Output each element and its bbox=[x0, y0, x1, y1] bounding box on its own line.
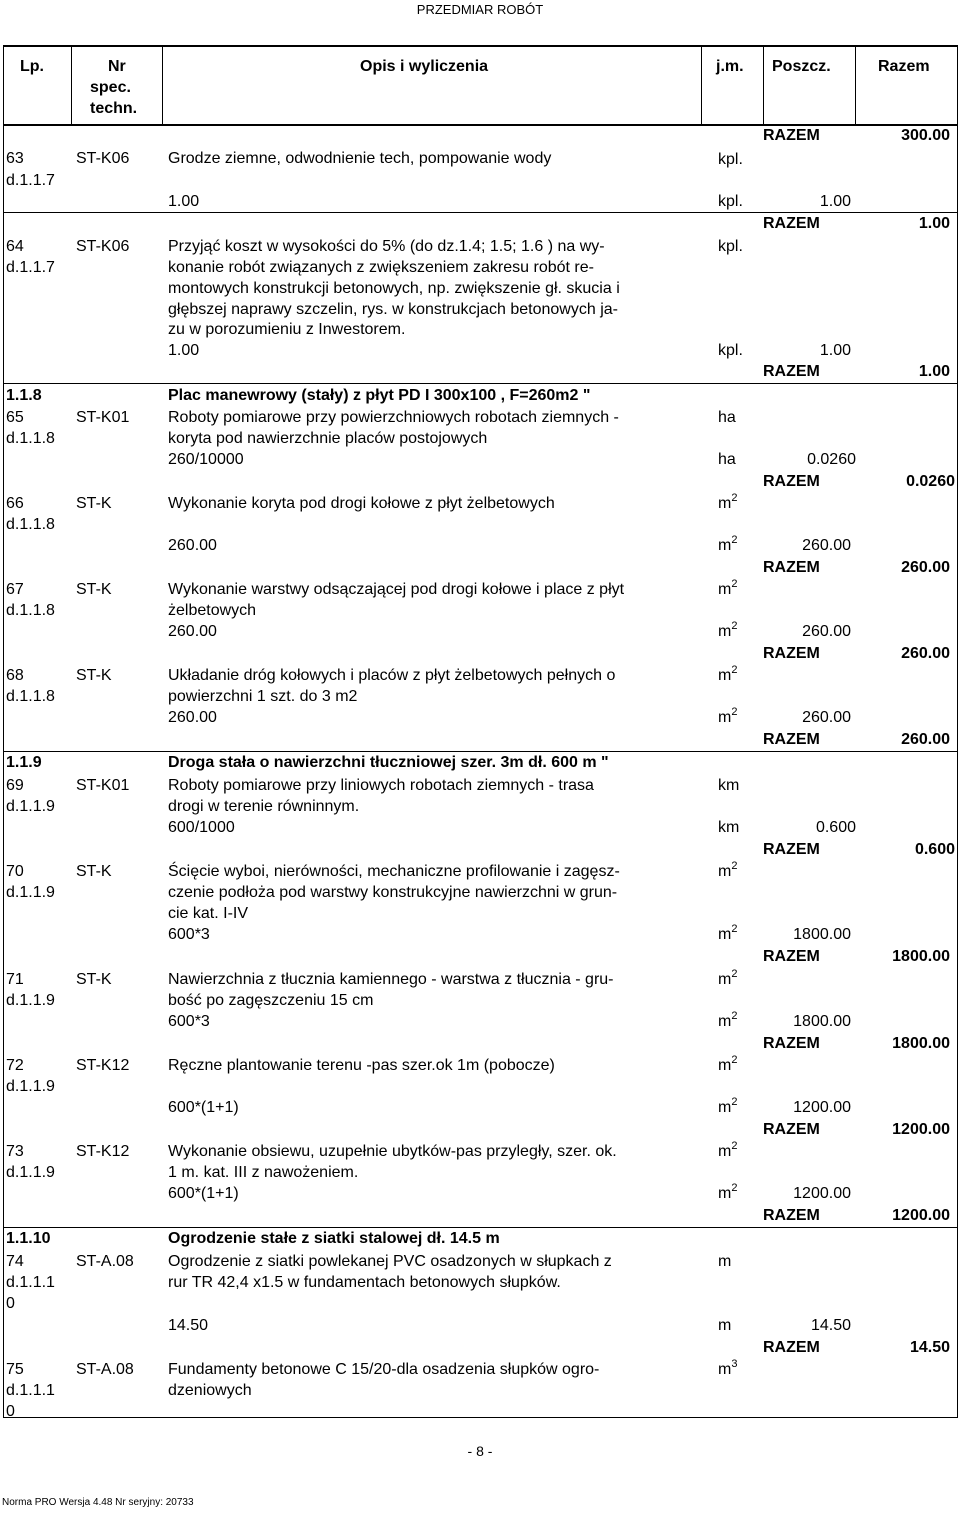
item-jm: km bbox=[718, 777, 740, 794]
item-calc-jm: kpl. bbox=[718, 193, 743, 210]
razem-value: 260.00 bbox=[901, 645, 950, 662]
item-desc: dzeniowych bbox=[168, 1382, 252, 1399]
row-separator bbox=[3, 212, 958, 213]
razem-label: RAZEM bbox=[763, 841, 820, 858]
razem-label: RAZEM bbox=[763, 948, 820, 965]
unit-text: m bbox=[718, 537, 732, 554]
item-jm: ha bbox=[718, 409, 736, 426]
razem-label: RAZEM bbox=[763, 363, 820, 380]
item-poszcz: 1800.00 bbox=[793, 1013, 851, 1030]
unit-text: m bbox=[718, 1361, 732, 1378]
item-desc: 1 m. kat. III z nawożeniem. bbox=[168, 1164, 359, 1181]
item-calc: 1.00 bbox=[168, 342, 200, 359]
item-jm bbox=[718, 1053, 738, 1076]
item-calc: 600/1000 bbox=[168, 819, 235, 836]
item-calc-jm: kpl. bbox=[718, 342, 743, 359]
item-calc-jm: m bbox=[718, 1317, 732, 1334]
item-sub: d.1.1.7 bbox=[6, 172, 55, 189]
item-desc: bość po zagęszczeniu 15 cm bbox=[168, 992, 374, 1009]
unit-text: m bbox=[718, 1185, 732, 1202]
item-sub: d.1.1.7 bbox=[6, 259, 55, 276]
item-sub: d.1.1.8 bbox=[6, 688, 55, 705]
item-lp: 65 bbox=[6, 409, 24, 426]
item-desc: montowych konstrukcji betonowych, np. zwiększenie gł. skucia i bbox=[168, 280, 620, 297]
item-jm bbox=[718, 577, 738, 600]
unit-exponent: 2 bbox=[731, 859, 738, 872]
item-jm: m bbox=[718, 1253, 732, 1270]
item-calc-jm bbox=[718, 922, 738, 945]
divider bbox=[701, 46, 702, 125]
item-lp: 74 bbox=[6, 1253, 24, 1270]
item-desc: powierzchni 1 szt. do 3 m2 bbox=[168, 688, 358, 705]
razem-label: RAZEM bbox=[763, 1339, 820, 1356]
item-poszcz: 1.00 bbox=[819, 193, 851, 210]
unit-text: m bbox=[718, 1013, 732, 1030]
unit-text: m bbox=[718, 971, 732, 988]
unit-text: m bbox=[718, 623, 732, 640]
section-number: 1.1.9 bbox=[6, 754, 42, 771]
unit-exponent: 2 bbox=[731, 1139, 738, 1152]
unit-exponent: 2 bbox=[731, 1009, 738, 1022]
unit-exponent: 2 bbox=[731, 533, 738, 546]
item-lp: 75 bbox=[6, 1361, 24, 1378]
unit-exponent: 2 bbox=[731, 619, 738, 632]
item-desc: koryta pod nawierzchnie placów postojowych bbox=[168, 430, 488, 447]
item-jm bbox=[718, 859, 738, 882]
unit-text: m bbox=[718, 667, 732, 684]
razem-label: RAZEM bbox=[763, 473, 820, 490]
razem-label: RAZEM bbox=[763, 645, 820, 662]
col-nr-techn: techn. bbox=[90, 100, 138, 117]
item-jm: kpl. bbox=[718, 151, 743, 168]
item-desc: głębszej naprawy szczelin, rys. w konstrukcjach betonowych ja- bbox=[168, 301, 618, 318]
item-desc: Fundamenty betonowe C 15/20-dla osadzenia słupków ogro- bbox=[168, 1361, 600, 1378]
item-calc: 260.00 bbox=[168, 709, 217, 726]
unit-exponent: 2 bbox=[731, 663, 738, 676]
item-sub: 0 bbox=[6, 1295, 15, 1312]
section-title: Droga stała o nawierzchni tłuczniowej szer. 3m dł. 600 m " bbox=[168, 754, 609, 771]
section-title: Ogrodzenie stałe z siatki stalowej dł. 14.5 m bbox=[168, 1230, 500, 1247]
item-spec: ST-A.08 bbox=[76, 1361, 134, 1378]
item-sub: d.1.1.8 bbox=[6, 430, 55, 447]
item-spec: ST-K12 bbox=[76, 1057, 130, 1074]
item-lp: 69 bbox=[6, 777, 24, 794]
item-lp: 73 bbox=[6, 1143, 24, 1160]
item-lp: 68 bbox=[6, 667, 24, 684]
item-poszcz: 1200.00 bbox=[793, 1099, 851, 1116]
col-opis: Opis i wyliczenia bbox=[360, 58, 489, 75]
razem-label: RAZEM bbox=[763, 1121, 820, 1138]
item-poszcz: 1200.00 bbox=[793, 1185, 851, 1202]
item-lp: 71 bbox=[6, 971, 24, 988]
unit-exponent: 2 bbox=[731, 922, 738, 935]
item-desc: drogi w terenie równinnym. bbox=[168, 798, 360, 815]
item-spec: ST-K bbox=[76, 971, 112, 988]
item-spec: ST-K06 bbox=[76, 150, 130, 167]
item-spec: ST-K bbox=[76, 863, 112, 880]
item-desc: Ogrodzenie z siatki powlekanej PVC osadzonych w słupkach z bbox=[168, 1253, 612, 1270]
item-poszcz: 14.50 bbox=[810, 1317, 851, 1334]
razem-value: 260.00 bbox=[901, 731, 950, 748]
item-jm bbox=[718, 967, 738, 990]
item-desc: Wykonanie koryta pod drogi kołowe z płyt żelbetowych bbox=[168, 495, 555, 512]
item-poszcz: 1800.00 bbox=[793, 926, 851, 943]
item-spec: ST-K12 bbox=[76, 1143, 130, 1160]
col-nr: Nr bbox=[108, 58, 126, 75]
unit-exponent: 2 bbox=[731, 967, 738, 980]
item-desc: rur TR 42,4 x1.5 w fundamentach betonowych słupków. bbox=[168, 1274, 561, 1291]
unit-exponent: 2 bbox=[731, 491, 738, 504]
item-spec: ST-K06 bbox=[76, 238, 130, 255]
item-sub: d.1.1.1 bbox=[6, 1382, 55, 1399]
item-desc: konanie robót związanych z zwiększeniem zakresu robót re- bbox=[168, 259, 594, 276]
unit-exponent: 2 bbox=[731, 705, 738, 718]
item-jm bbox=[718, 1357, 738, 1380]
item-jm: kpl. bbox=[718, 238, 743, 255]
unit-text: m bbox=[718, 709, 732, 726]
item-poszcz: 260.00 bbox=[802, 709, 851, 726]
razem-value: 1.00 bbox=[918, 215, 950, 232]
razem-value: 260.00 bbox=[901, 559, 950, 576]
item-calc: 1.00 bbox=[168, 193, 200, 210]
item-sub: d.1.1.8 bbox=[6, 602, 55, 619]
item-desc: Ręczne plantowanie terenu -pas szer.ok 1m (pobocze) bbox=[168, 1057, 555, 1074]
razem-value: 1800.00 bbox=[892, 1035, 950, 1052]
page-title: PRZEDMIAR ROBÓT bbox=[416, 2, 544, 17]
item-sub: d.1.1.1 bbox=[6, 1274, 55, 1291]
razem-label: RAZEM bbox=[763, 559, 820, 576]
item-calc-jm: km bbox=[718, 819, 740, 836]
item-desc: Ścięcie wyboi, nierówności, mechaniczne profilowanie i zagęsz- bbox=[168, 863, 620, 880]
item-sub: d.1.1.9 bbox=[6, 992, 55, 1009]
item-spec: ST-K bbox=[76, 667, 112, 684]
razem-label: RAZEM bbox=[763, 731, 820, 748]
section-number: 1.1.8 bbox=[6, 387, 42, 404]
item-calc-jm bbox=[718, 1009, 738, 1032]
item-calc-jm bbox=[718, 619, 738, 642]
item-lp: 66 bbox=[6, 495, 24, 512]
unit-exponent: 2 bbox=[731, 1053, 738, 1066]
item-calc: 260.00 bbox=[168, 537, 217, 554]
item-spec: ST-K bbox=[76, 581, 112, 598]
item-poszcz: 260.00 bbox=[802, 623, 851, 640]
item-desc: Wykonanie warstwy odsączającej pod drogi kołowe i place z płyt bbox=[168, 581, 625, 598]
item-poszcz: 0.0260 bbox=[807, 451, 856, 468]
item-jm bbox=[718, 1139, 738, 1162]
razem-label: RAZEM bbox=[763, 1035, 820, 1052]
item-lp: 70 bbox=[6, 863, 24, 880]
item-calc-jm bbox=[718, 1095, 738, 1118]
divider bbox=[162, 46, 163, 125]
unit-text: m bbox=[718, 1143, 732, 1160]
col-jm: j.m. bbox=[716, 58, 744, 75]
item-calc: 600*(1+1) bbox=[168, 1185, 239, 1202]
razem-label: RAZEM bbox=[763, 1207, 820, 1224]
item-sub: d.1.1.9 bbox=[6, 798, 55, 815]
item-desc: Roboty pomiarowe przy liniowych robotach ziemnych - trasa bbox=[168, 777, 594, 794]
row-separator bbox=[3, 383, 958, 384]
item-desc: zu w porozumieniu z Inwestorem. bbox=[168, 321, 406, 338]
divider bbox=[763, 46, 764, 125]
razem-value: 0.600 bbox=[914, 841, 955, 858]
item-desc: Nawierzchnia z tłucznia kamiennego - warstwa z tłucznia - gru- bbox=[168, 971, 614, 988]
item-desc: Grodze ziemne, odwodnienie tech, pompowanie wody bbox=[168, 150, 552, 167]
razem-value: 1.00 bbox=[918, 363, 950, 380]
item-lp: 67 bbox=[6, 581, 24, 598]
item-poszcz: 260.00 bbox=[802, 537, 851, 554]
item-desc: żelbetowych bbox=[168, 602, 257, 619]
razem-value: 300.00 bbox=[901, 127, 950, 144]
item-sub: d.1.1.9 bbox=[6, 884, 55, 901]
item-desc: cie kat. I-IV bbox=[168, 905, 249, 922]
item-desc: Roboty pomiarowe przy powierzchniowych robotach ziemnych - bbox=[168, 409, 619, 426]
item-calc: 600*3 bbox=[168, 926, 210, 943]
page-number: - 8 - bbox=[467, 1443, 493, 1459]
item-calc-jm bbox=[718, 1181, 738, 1204]
item-calc: 600*3 bbox=[168, 1013, 210, 1030]
section-title: Plac manewrowy (stały) z płyt PD I 300x100 , F=260m2 " bbox=[168, 387, 591, 404]
item-poszcz: 1.00 bbox=[819, 342, 851, 359]
unit-text: m bbox=[718, 1099, 732, 1116]
col-nr-spec: spec. bbox=[90, 79, 131, 96]
item-desc: Układanie dróg kołowych i placów z płyt żelbetowych pełnych o bbox=[168, 667, 616, 684]
row-separator bbox=[3, 751, 958, 752]
item-spec: ST-K01 bbox=[76, 409, 130, 426]
unit-exponent: 2 bbox=[731, 1095, 738, 1108]
razem-value: 1800.00 bbox=[892, 948, 950, 965]
item-sub: d.1.1.8 bbox=[6, 516, 55, 533]
divider bbox=[855, 46, 856, 125]
item-calc: 600*(1+1) bbox=[168, 1099, 239, 1116]
item-jm bbox=[718, 663, 738, 686]
item-calc: 14.50 bbox=[168, 1317, 209, 1334]
item-calc: 260/10000 bbox=[168, 451, 244, 468]
row-separator bbox=[3, 1227, 958, 1228]
unit-text: m bbox=[718, 863, 732, 880]
unit-text: m bbox=[718, 581, 732, 598]
item-lp: 72 bbox=[6, 1057, 24, 1074]
item-calc-jm: ha bbox=[718, 451, 736, 468]
item-sub: d.1.1.9 bbox=[6, 1078, 55, 1095]
item-jm bbox=[718, 491, 738, 514]
item-calc-jm bbox=[718, 533, 738, 556]
item-desc: Przyjąć koszt w wysokości do 5% (do dz.1.4; 1.5; 1.6 ) na wy- bbox=[168, 238, 605, 255]
item-poszcz: 0.600 bbox=[815, 819, 856, 836]
item-calc: 260.00 bbox=[168, 623, 217, 640]
item-desc: czenie podłoża pod warstwy konstrukcyjne nawierzchni w grun- bbox=[168, 884, 618, 901]
item-spec: ST-K bbox=[76, 495, 112, 512]
unit-exponent: 2 bbox=[731, 1181, 738, 1194]
item-desc: Wykonanie obsiewu, uzupełnie ubytków-pas przyległy, szer. ok. bbox=[168, 1143, 617, 1160]
item-sub: d.1.1.9 bbox=[6, 1164, 55, 1181]
razem-value: 14.50 bbox=[909, 1339, 950, 1356]
razem-label: RAZEM bbox=[763, 215, 820, 232]
unit-exponent: 2 bbox=[731, 577, 738, 590]
item-calc-jm bbox=[718, 705, 738, 728]
item-spec: ST-A.08 bbox=[76, 1253, 134, 1270]
unit-text: m bbox=[718, 495, 732, 512]
footer-software: Norma PRO Wersja 4.48 Nr seryjny: 20733 bbox=[2, 1497, 194, 1508]
col-poszcz: Poszcz. bbox=[772, 58, 831, 75]
item-lp: 63 bbox=[6, 150, 24, 167]
razem-value: 1200.00 bbox=[892, 1207, 950, 1224]
section-number: 1.1.10 bbox=[6, 1230, 51, 1247]
razem-value: 0.0260 bbox=[906, 473, 955, 490]
col-lp: Lp. bbox=[20, 58, 44, 75]
unit-exponent: 3 bbox=[731, 1357, 738, 1370]
item-lp: 64 bbox=[6, 238, 24, 255]
razem-label: RAZEM bbox=[763, 127, 820, 144]
item-sub: 0 bbox=[6, 1403, 15, 1420]
divider bbox=[71, 46, 72, 125]
razem-value: 1200.00 bbox=[892, 1121, 950, 1138]
item-spec: ST-K01 bbox=[76, 777, 130, 794]
unit-text: m bbox=[718, 926, 732, 943]
col-razem: Razem bbox=[878, 58, 930, 75]
unit-text: m bbox=[718, 1057, 732, 1074]
